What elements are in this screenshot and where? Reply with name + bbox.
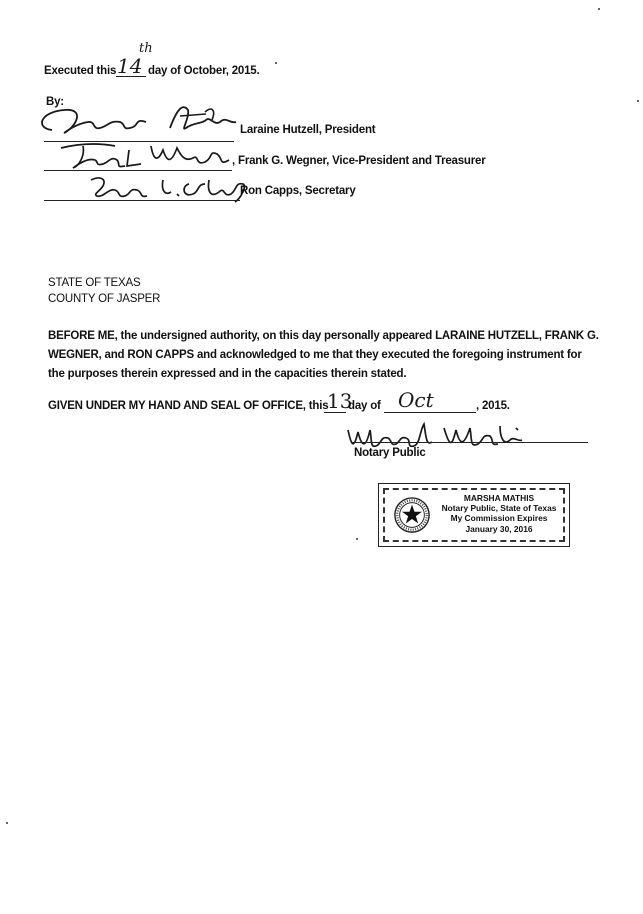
given-prefix: GIVEN UNDER MY HAND AND SEAL OF OFFICE, this	[48, 400, 329, 412]
execution-day-suffix: th	[139, 41, 153, 56]
notary-signature-line	[352, 442, 588, 443]
given-month-handwritten: Oct	[398, 388, 434, 412]
scan-speck	[637, 100, 639, 102]
scan-speck	[598, 8, 600, 10]
notary-seal	[378, 483, 570, 547]
acknowledgment-line-1: BEFORE ME, the undersigned authority, on this day personally appeared LARAINE HUTZELL, FRANK G.	[48, 330, 599, 342]
notary-label: Notary Public	[354, 447, 426, 459]
scan-speck	[275, 62, 277, 64]
venue-state: STATE OF TEXAS	[48, 277, 141, 289]
given-year: , 2015.	[476, 400, 510, 412]
given-month-underline	[384, 412, 476, 413]
acknowledgment-line-3: the purposes therein expressed and in the capacities therein stated.	[48, 368, 407, 380]
signatory-2-printed: , Frank G. Wegner, Vice-President and Treasurer	[232, 155, 486, 167]
seal-line-4: January 30, 2016	[465, 523, 533, 534]
execution-day-handwritten: 14	[117, 54, 143, 78]
execution-day-underline	[116, 76, 146, 77]
acknowledgment-line-2: WEGNER, and RON CAPPS and acknowledged to me that they executed the foregoing instrument for	[48, 349, 582, 361]
signature-line-3	[44, 200, 240, 201]
notary-seal-text	[439, 493, 559, 534]
star-seal-icon	[393, 496, 431, 534]
given-day-label: day of	[348, 400, 381, 412]
given-day-underline	[324, 412, 346, 413]
execution-suffix: day of October, 2015.	[148, 65, 260, 77]
given-day-handwritten: 13	[327, 389, 353, 413]
signatory-3-printed: Ron Capps, Secretary	[240, 185, 356, 197]
scan-speck	[6, 822, 8, 824]
seal-name: MARSHA MATHIS	[463, 493, 535, 503]
venue-county: COUNTY OF JASPER	[48, 293, 161, 305]
execution-prefix: Executed this	[44, 65, 117, 77]
scan-speck	[356, 538, 358, 540]
signatory-1-printed: Laraine Hutzell, President	[240, 124, 376, 136]
seal-line-2: Notary Public, State of Texas	[441, 503, 557, 514]
by-label: By:	[46, 96, 64, 108]
notary-seal-border	[383, 488, 565, 542]
seal-line-3: My Commission Expires	[450, 513, 548, 524]
